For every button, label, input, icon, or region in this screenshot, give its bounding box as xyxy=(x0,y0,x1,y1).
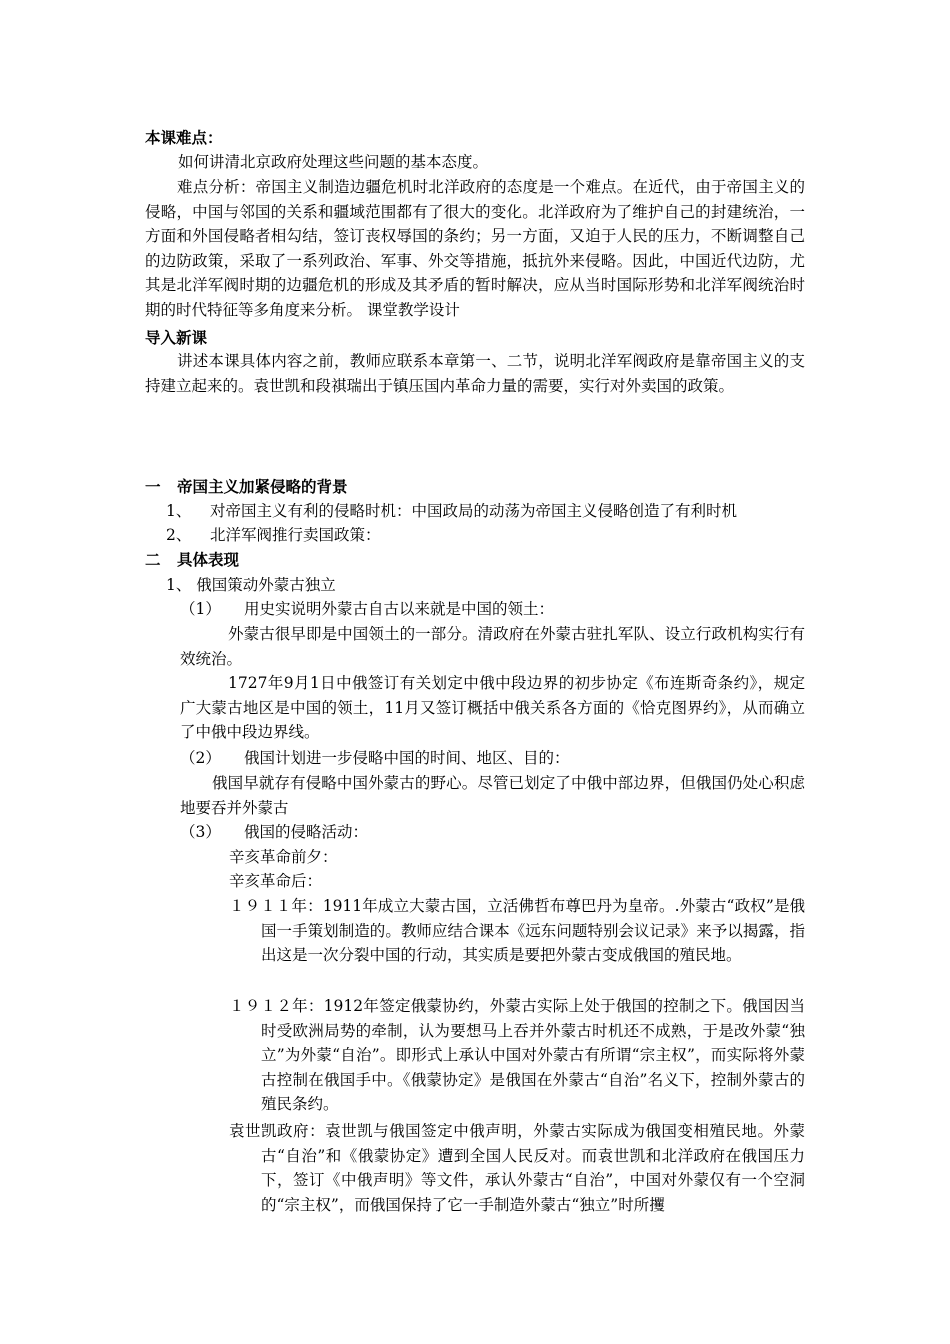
section1-item-1 xyxy=(166,499,737,523)
difficulty-analysis-block xyxy=(145,175,805,322)
year-1911-text: １９１１年：1911年成立大蒙古国，立活佛哲布尊巴丹为皇帝。.外蒙古“政权”是俄国一手策划制造的。教师应结合课本《远东问题特别会议记录》来予以揭露，指出这是一次分裂中国的行动，其实质是要把外蒙古变成俄国的殖民地。 xyxy=(229,897,805,964)
sub3-title: 俄国的侵略活动： xyxy=(244,823,369,841)
sub2-heading xyxy=(180,746,570,770)
section1-item-1-number: 1、 xyxy=(166,502,192,520)
section1-number: 一 xyxy=(145,477,161,496)
sub3-label: （3） xyxy=(180,823,221,841)
intro-heading: 导入新课 xyxy=(145,328,208,347)
sub1-title: 用史实说明外蒙古自古以来就是中国的领土： xyxy=(244,600,555,618)
sub2-label: （2） xyxy=(180,749,221,767)
sub2-para: 俄国早就存有侵略中国外蒙古的野心。尽管已划定了中俄中部边界，但俄国仍处心积虑地要吞并外蒙古 xyxy=(180,774,805,817)
sub1-para1: 外蒙古很早即是中国领土的一部分。清政府在外蒙古驻扎军队、设立行政机构实行有效统治。 xyxy=(180,625,805,668)
section1-heading xyxy=(145,475,348,499)
section2-title: 具体表现 xyxy=(177,550,240,569)
section1-title: 帝国主义加紧侵略的背景 xyxy=(177,477,348,496)
sub2-title: 俄国计划进一步侵略中国的时间、地区、目的： xyxy=(244,749,570,767)
yuan-government-block xyxy=(229,1119,805,1217)
section1-item-2 xyxy=(166,523,381,547)
section2-number: 二 xyxy=(145,550,161,569)
year-1912-block xyxy=(229,994,805,1117)
difficulty-heading: 本课难点： xyxy=(145,128,223,147)
section1-item-2-text: 北洋军阀推行卖国政策： xyxy=(210,526,381,544)
sub3-before-revolution: 辛亥革命前夕： xyxy=(229,848,338,866)
year-1912-text: １９１２年：1912年签定俄蒙协约，外蒙古实际上处于俄国的控制之下。俄国因当时受欧洲局势的牵制，认为要想马上吞并外蒙古时机还不成熟，于是改外蒙“独立”为外蒙“自治”。即形式上承认中国对外蒙古有所谓“宗主权”，而实际将外蒙古控制在俄国手中。《俄蒙协定》是俄国在外蒙古“自治”名义下，控制外蒙古的殖民条约。 xyxy=(229,997,805,1113)
sub1-heading xyxy=(180,597,554,621)
sub3-heading xyxy=(180,820,368,844)
sub1-para1-block xyxy=(180,622,805,671)
intro-block xyxy=(145,349,805,398)
year-1911-block xyxy=(229,894,805,968)
yuan-government-text: 袁世凯政府：袁世凯与俄国签定中俄声明，外蒙古实际成为俄国变相殖民地。外蒙古“自治”和《俄蒙协定》遭到全国人民反对。而袁世凯和北洋政府在俄国压力下，签订《中俄声明》等文件，承认外蒙古“自治”，中国对外蒙仅有一个空洞的“宗主权”，而俄国保持了它一手制造外蒙古“独立”时所攫 xyxy=(229,1122,805,1214)
sub1-label: （1） xyxy=(180,600,221,618)
difficulty-analysis: 难点分析：帝国主义制造边疆危机时北洋政府的态度是一个难点。在近代，由于帝国主义的侵略，中国与邻国的关系和疆域范围都有了很大的变化。北洋政府为了维护自己的封建统治，一方面和外国侵略者相勾结，签订丧权辱国的条约；另一方面，又迫于人民的压力，不断调整自己的边防政策，采取了一系列政治、军事、外交等措施，抵抗外来侵略。因此，中国近代边防，尤其是北洋军阀时期的边疆危机的形成及其矛盾的暂时解决，应从当时国际形势和北洋军阀统治时期的时代特征等多角度来分析。 课堂教学设计 xyxy=(145,178,805,319)
sub1-para2: 1727年9月1日中俄签订有关划定中俄中段边界的初步协定《布连斯奇条约》，规定广大蒙古地区是中国的领土，11月又签订概括中俄关系各方面的《恰克图界约》，从而确立了中俄中段边界线。 xyxy=(180,674,805,741)
intro-text: 讲述本课具体内容之前，教师应联系本章第一、二节，说明北洋军阀政府是靠帝国主义的支持建立起来的。袁世凯和段祺瑞出于镇压国内革命力量的需要，实行对外卖国的政策。 xyxy=(145,352,805,395)
section1-item-2-number: 2、 xyxy=(166,526,192,544)
section2-item-1: 1、 俄国策动外蒙古独立 xyxy=(166,576,336,594)
sub1-para2-block xyxy=(180,671,805,745)
sub3-after-revolution: 辛亥革命后： xyxy=(229,872,323,890)
section2-heading xyxy=(145,548,239,572)
section1-item-1-text: 对帝国主义有利的侵略时机：中国政局的动荡为帝国主义侵略创造了有利时机 xyxy=(210,502,738,520)
sub2-para-block xyxy=(180,771,805,820)
difficulty-line: 如何讲清北京政府处理这些问题的基本态度。 xyxy=(178,153,489,171)
